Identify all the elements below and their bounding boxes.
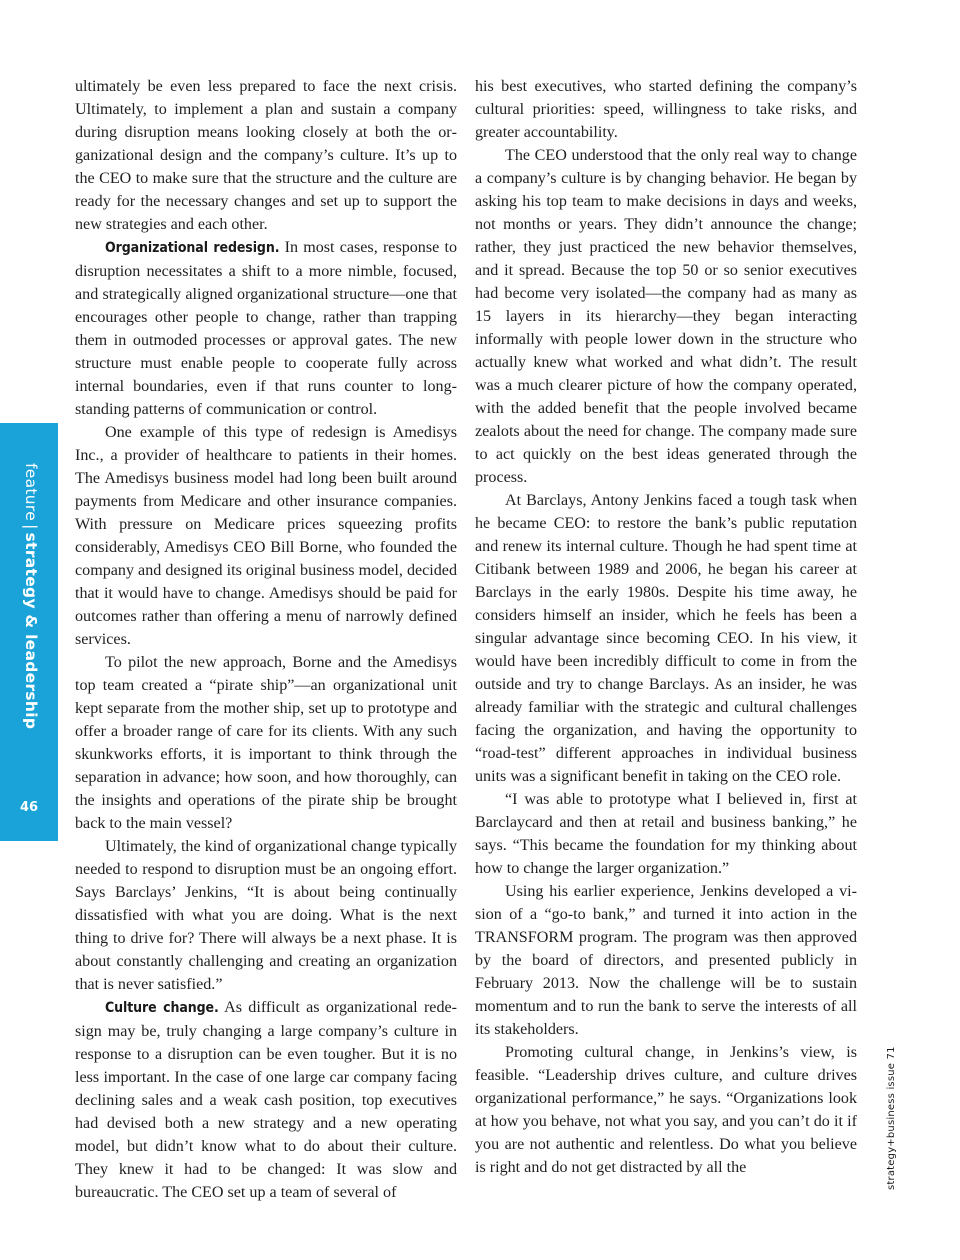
paragraph: One example of this type of redesign is Amedisys Inc., a provider of healthcare to patients in their homes. The Amedisys business model had long been built around payments from Medicare and other insurance companies. With pressure on Medicare prices squeezing profits considerably, Amedisys CEO Bill Borne, who founded the company and designed its original business model, decided that it would have to change. Amedisys should be paid for outcomes rather than offering a menu of narrowly defined services.: [75, 424, 457, 648]
paragraph: To pilot the new approach, Borne and the Amedisys top team created a “pirate ship”—an organizational unit kept separate from the mother ship, set up to prototype and offer a broader range of care for its clients. With any such skunkworks efforts, it is important to think through the separation in advance; how soon, and how thoroughly, can the insights and operations of the pirate ship be brought back to the main vessel?: [75, 654, 457, 832]
left-column: [75, 75, 457, 1204]
paragraph: Promoting cultural change, in Jenkins’s view, is feasible. “Leadership drives culture, and culture drives organizational performance,” he says. “Organizations look at how you behave, not what you say, and you can’t do it if you are not authentic and relentless. Do what you believe is right and do not get distracted by all the: [475, 1044, 857, 1176]
section-label: [22, 463, 40, 730]
paragraph: At Barclays, Antony Jenkins faced a tough task when he became CEO: to restore the bank’s public reputation and renew its internal culture. Though he had spent time at Citibank between 1989 and 2006, he began his career at Barclays in the early 1980s. Despite his time away, he considers himself an insider, which he feels has been a singular advantage since becoming CEO. In his view, it would have been incredibly difficult to come in from the outside and try to change Barclays. As an insider, he was already familiar with the strategic and cultural challenges facing the organization, and having the opportunity to “road-test” different approaches in individual business units was a significant benefit in taking on the CEO role.: [475, 492, 857, 785]
page-number: 46: [19, 800, 39, 815]
paragraph: [75, 236, 457, 421]
section-topic: strategy & leadership: [22, 532, 40, 730]
paragraph: “I was able to prototype what I believed in, first at Barclaycard and then at retail and business banking,” he says. “This became the foundation for my thinking about how to change the larger organization.”: [475, 791, 857, 877]
paragraph: his best executives, who started defining the company’s cultural priorities: speed, willingness to take risks, and greater accountability.: [475, 78, 857, 141]
section-kind: feature: [22, 463, 40, 522]
paragraph: Using his earlier experience, Jenkins developed a vision of a “go-to bank,” and turned it into action in the TRANSFORM program. The program was then approved by the board of directors, and presented publicly in February 2013. Now the challenge will be to sustain momentum and to run the bank to serve the interests of all its stakeholders.: [475, 883, 857, 1038]
paragraph-text: As difficult as organizational redesign may be, truly changing a large company’s culture in response to a disruption can be even tougher. But it is no less important. In the case of one large car company facing declining sales and a weak cash position, top executives had devised both a new strategy and a new operating model, but didn’t know what to do about their culture. They knew it had to be changed: It was slow and bureaucratic. The CEO set up a team of several of: [75, 999, 457, 1201]
section-heading: Organizational redesign.: [105, 240, 280, 256]
issue-label: strategy+business issue 71: [886, 1046, 897, 1190]
paragraph: ultimately be even less prepared to face the next crisis. Ultimately, to implement a plan and sustain a company during disruption means looking closely at both the organizational design and the company’s culture. It’s up to the CEO to make sure that the structure and the culture are ready for the necessary changes and set up to support the new strategies and each other.: [75, 78, 457, 233]
paragraph-text: In most cases, response to disruption necessitates a shift to a more nimble, focused, and strategically aligned organizational structure—one that encourages other people to change, rather than trapping them in outmoded processes or approval gates. The new structure must enable people to cooperate fully across internal boundaries, even if that runs counter to long-standing patterns of communication or control.: [75, 239, 457, 418]
paragraph: The CEO understood that the only real way to change a company’s culture is by changing behavior. He began by asking his top team to make decisions in days and weeks, not months or years. They didn’t announce the change; rather, they just practiced the new behavior themselves, and it spread. Because the top 50 or so senior executives had become very isolated—the company had as many as 15 layers in its hierarchy—they began interacting informally with people lower down in the structure who actually knew what worked and what didn’t. The result was a much clearer picture of how the company operated, with the added benefit that the people involved became zealots about the need for change. The company made sure to act quickly on the best ideas generated through the process.: [475, 147, 857, 486]
paragraph: Ultimately, the kind of organizational change typically needed to respond to disruption must be an ongoing effort. Says Barclays’ Jenkins, “It is about being continually dissatisfied with what you are doing. What is the next thing to drive for? There will always be a next phase. It is about constantly challenging and creating an organization that is never satisfied.”: [75, 838, 457, 993]
section-separator: |: [22, 524, 40, 530]
section-heading: Culture change.: [105, 1000, 219, 1016]
paragraph: [75, 996, 457, 1204]
right-column: [475, 75, 857, 1179]
